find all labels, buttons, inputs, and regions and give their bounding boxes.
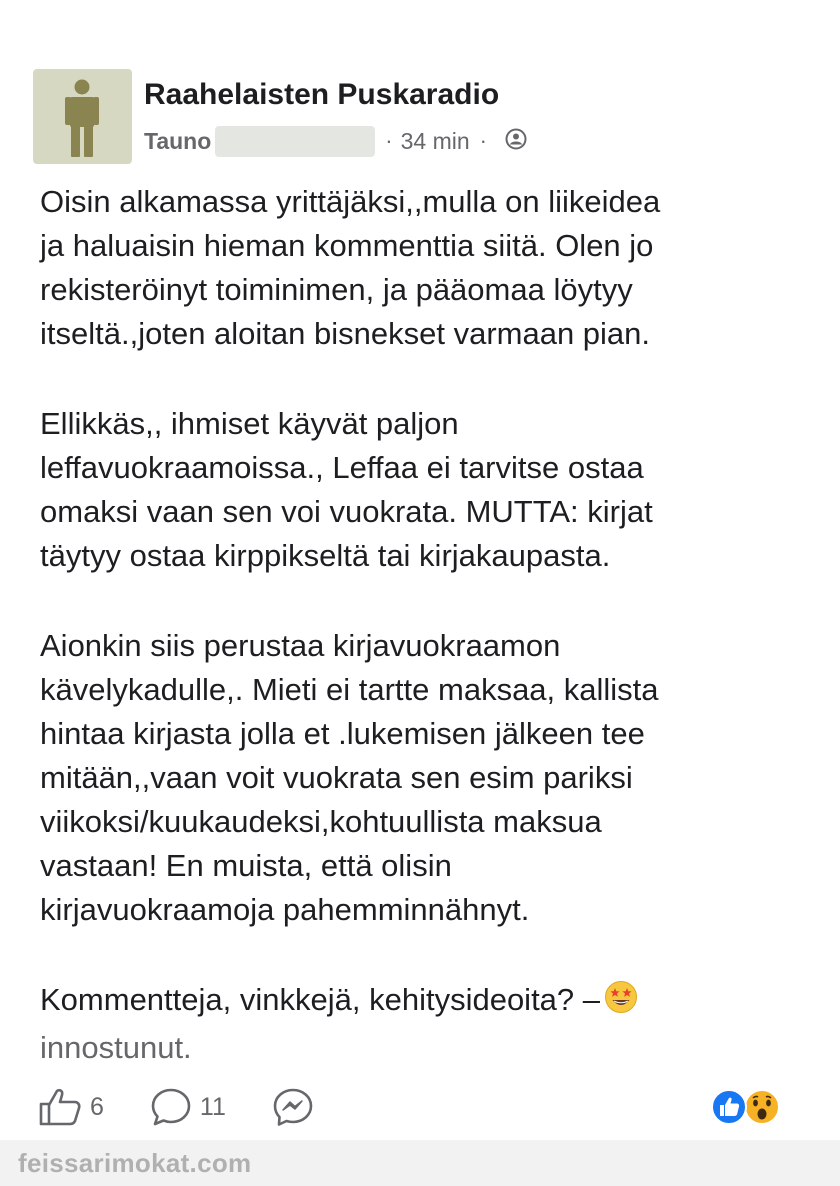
messenger-send-button[interactable] <box>272 1087 314 1127</box>
comment-count: 11 <box>199 1092 226 1121</box>
post-body <box>40 180 830 1070</box>
closing-line <box>40 978 830 1026</box>
thumbs-up-icon <box>38 1087 82 1127</box>
text-line: Ellikkäs,, ihmiset käyvät paljon <box>40 406 459 441</box>
group-name[interactable]: Raahelaisten Puskaradio <box>144 78 500 111</box>
messenger-icon <box>272 1087 314 1127</box>
like-count: 6 <box>90 1092 104 1121</box>
post-actions <box>38 1085 360 1129</box>
watermark-bar <box>0 1140 840 1186</box>
text-line: täytyy ostaa kirppikseltä tai kirjakaupasta. <box>40 538 611 573</box>
text-line: itseltä.,joten aloitan bisnekset varmaan pian. <box>40 316 651 351</box>
text-line: leffavuokraamoissa., Leffaa ei tarvitse ostaa <box>40 450 644 485</box>
text-line: ja haluaisin hieman kommenttia siitä. Olen jo <box>40 228 654 263</box>
text-line: hintaa kirjasta jolla et .lukemisen jälkeen tee <box>40 716 645 751</box>
redacted-surname <box>215 126 375 157</box>
author-name[interactable]: Tauno <box>144 127 212 154</box>
comment-bubble-icon <box>150 1087 192 1127</box>
meta-separator: · <box>385 128 393 153</box>
text-line: Aionkin siis perustaa kirjavuokraamon <box>40 628 561 663</box>
text-line: mitään,,vaan voit vuokrata sen esim pariksi <box>40 760 633 795</box>
friends-icon[interactable] <box>505 128 527 155</box>
text-line: viikoksi/kuukaudeksi,kohtuullista maksua <box>40 804 602 839</box>
paragraph-4 <box>40 978 830 1070</box>
meta-separator-2: · <box>479 128 487 153</box>
text-line: rekisteröinyt toiminimen, ja pääomaa löytyy <box>40 272 633 307</box>
comment-button[interactable] <box>150 1087 226 1127</box>
reactions-summary[interactable] <box>710 1088 782 1126</box>
closing-text: Kommentteja, vinkkejä, kehitysideoita? – <box>40 982 601 1017</box>
text-line: kirjavuokraamoja pahemminnähnyt. <box>40 892 530 927</box>
star-struck-emoji-icon <box>604 980 638 1026</box>
group-avatar[interactable] <box>33 69 132 164</box>
post-timestamp[interactable]: 34 min <box>400 127 470 154</box>
text-line: omaksi vaan sen voi vuokrata. MUTTA: kirjat <box>40 494 653 529</box>
paragraph-1 <box>40 180 830 356</box>
text-line: Oisin alkamassa yrittäjäksi,,mulla on liikeidea <box>40 184 661 219</box>
like-button[interactable] <box>38 1087 104 1127</box>
feeling-text: innostunut. <box>40 1030 192 1065</box>
text-line: vastaan! En muista, että olisin <box>40 848 452 883</box>
paragraph-2 <box>40 402 830 578</box>
text-line: kävelykadulle,. Mieti ei tartte maksaa, kallista <box>40 672 659 707</box>
paragraph-3 <box>40 624 830 932</box>
default-person-icon <box>65 79 99 157</box>
post-meta <box>144 124 527 158</box>
watermark-text: feissarimokat.com <box>18 1148 252 1178</box>
wow-reaction-icon <box>745 1090 779 1124</box>
like-reaction-icon <box>712 1090 746 1124</box>
